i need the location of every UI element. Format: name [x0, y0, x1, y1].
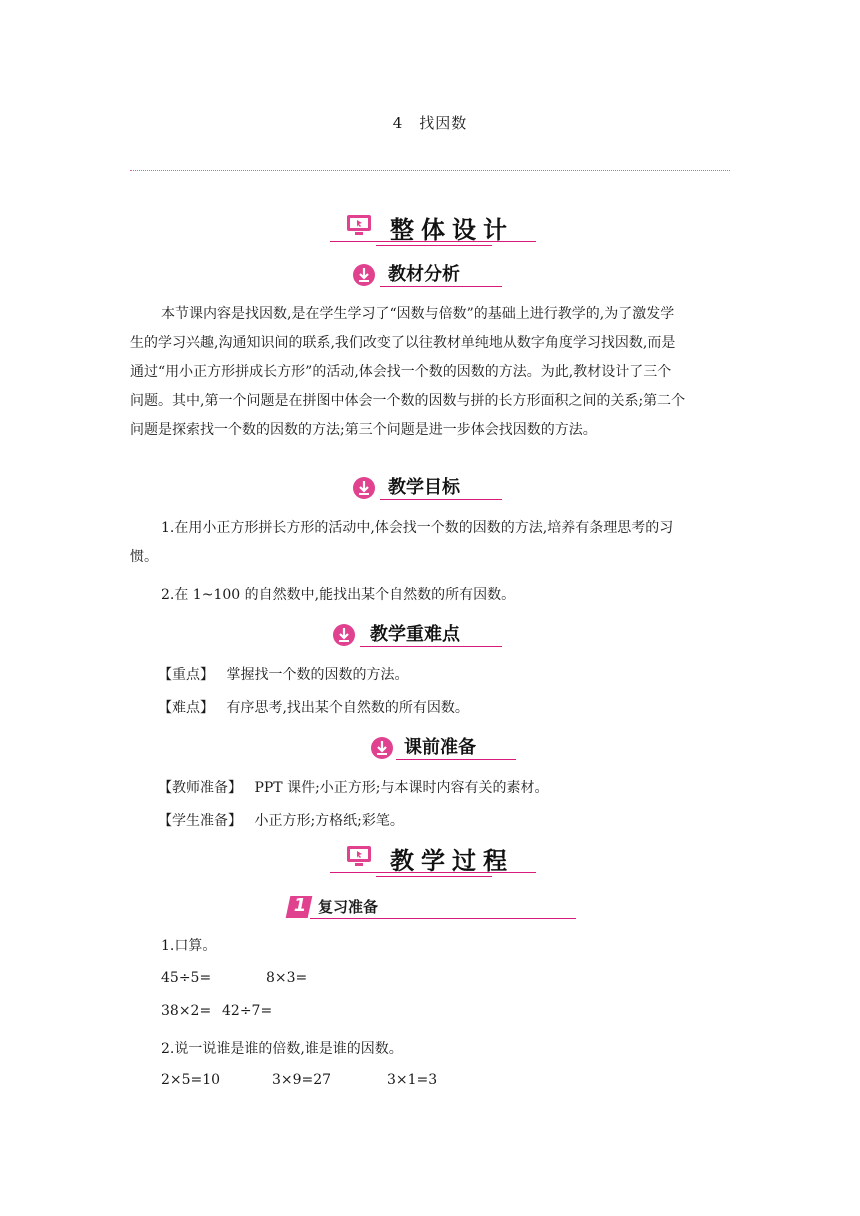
step-heading-review — [288, 896, 588, 922]
goal-item-2: 2.在 1~100 的自然数中,能找出某个自然数的所有因数。 — [161, 587, 516, 603]
subheading-title: 教学目标 — [388, 477, 460, 498]
calc-item: 8×3= — [266, 970, 308, 986]
section-title: 整体设计 — [390, 216, 514, 244]
step-number: 1 — [293, 895, 307, 916]
divider — [360, 646, 502, 647]
divider — [330, 872, 536, 873]
text-line: 生的学习兴趣,沟通知识间的联系,我们改变了以往教材单纯地从数字角度学习找因数,而是 — [130, 335, 676, 351]
difficulty-tag: 【难点】 — [158, 700, 214, 716]
section-banner-process — [0, 843, 860, 877]
download-arrow-icon — [370, 736, 394, 760]
key-point-tag: 【重点】 — [158, 667, 214, 683]
text-line: 本节课内容是找因数,是在学生学习了“因数与倍数”的基础上进行教学的,为了激发学 — [161, 306, 675, 322]
teacher-prep-text: PPT 课件;小正方形;与本课时内容有关的素材。 — [254, 780, 549, 796]
divider — [310, 918, 576, 919]
equation-item: 3×9=27 — [272, 1072, 332, 1088]
divider — [380, 499, 502, 500]
goal-item-1-cont: 惯。 — [130, 549, 158, 565]
divider — [396, 759, 516, 760]
calc-item: 38×2= — [161, 1003, 212, 1019]
text-line: 问题。其中,第一个问题是在拼图中体会一个数的因数与拼的长方形面积之间的关系;第二个 — [130, 393, 686, 409]
monitor-icon — [346, 214, 372, 236]
section-title: 教学过程 — [390, 847, 514, 875]
difficulty-row — [158, 697, 469, 717]
difficulty-text: 有序思考,找出某个自然数的所有因数。 — [226, 700, 469, 716]
student-prep-text: 小正方形;方格纸;彩笔。 — [254, 813, 404, 829]
subheading-goals — [0, 473, 860, 503]
subheading-keypoints — [0, 620, 860, 650]
student-prep-tag: 【学生准备】 — [158, 813, 242, 829]
download-arrow-icon — [352, 263, 376, 287]
student-prep-row — [158, 810, 404, 830]
key-point-row — [158, 664, 408, 684]
subheading-title: 教学重难点 — [370, 624, 460, 645]
header-divider — [130, 170, 730, 171]
subheading-prep — [0, 733, 860, 763]
calc-item: 42÷7= — [222, 1003, 273, 1019]
teacher-prep-row — [158, 777, 549, 797]
step-title: 复习准备 — [318, 898, 379, 916]
subheading-title: 教材分析 — [388, 264, 460, 285]
divider — [376, 245, 492, 246]
divider — [380, 286, 502, 287]
subheading-analysis — [0, 260, 860, 290]
review-question-1: 1.口算。 — [161, 938, 217, 954]
monitor-icon — [346, 845, 372, 867]
text-line: 通过“用小正方形拼成长方形”的活动,体会找一个数的因数的方法。为此,教材设计了三个 — [130, 364, 672, 380]
equation-item: 2×5=10 — [161, 1072, 221, 1088]
key-point-text: 掌握找一个数的因数的方法。 — [226, 667, 409, 683]
download-arrow-icon — [352, 476, 376, 500]
page-title: 4 找因数 — [392, 114, 468, 132]
download-arrow-icon — [332, 623, 356, 647]
review-question-2: 2.说一说谁是谁的倍数,谁是谁的因数。 — [161, 1041, 403, 1057]
calc-item: 45÷5= — [161, 970, 212, 986]
divider — [376, 876, 492, 877]
teacher-prep-tag: 【教师准备】 — [158, 780, 242, 796]
equation-item: 3×1=3 — [387, 1072, 438, 1088]
goal-item-1: 1.在用小正方形拼长方形的活动中,体会找一个数的因数的方法,培养有条理思考的习 — [161, 520, 674, 536]
subheading-title: 课前准备 — [404, 737, 476, 758]
text-line: 问题是探索找一个数的因数的方法;第三个问题是进一步体会找因数的方法。 — [130, 422, 597, 438]
section-banner-overall — [0, 212, 860, 246]
divider — [330, 241, 536, 242]
